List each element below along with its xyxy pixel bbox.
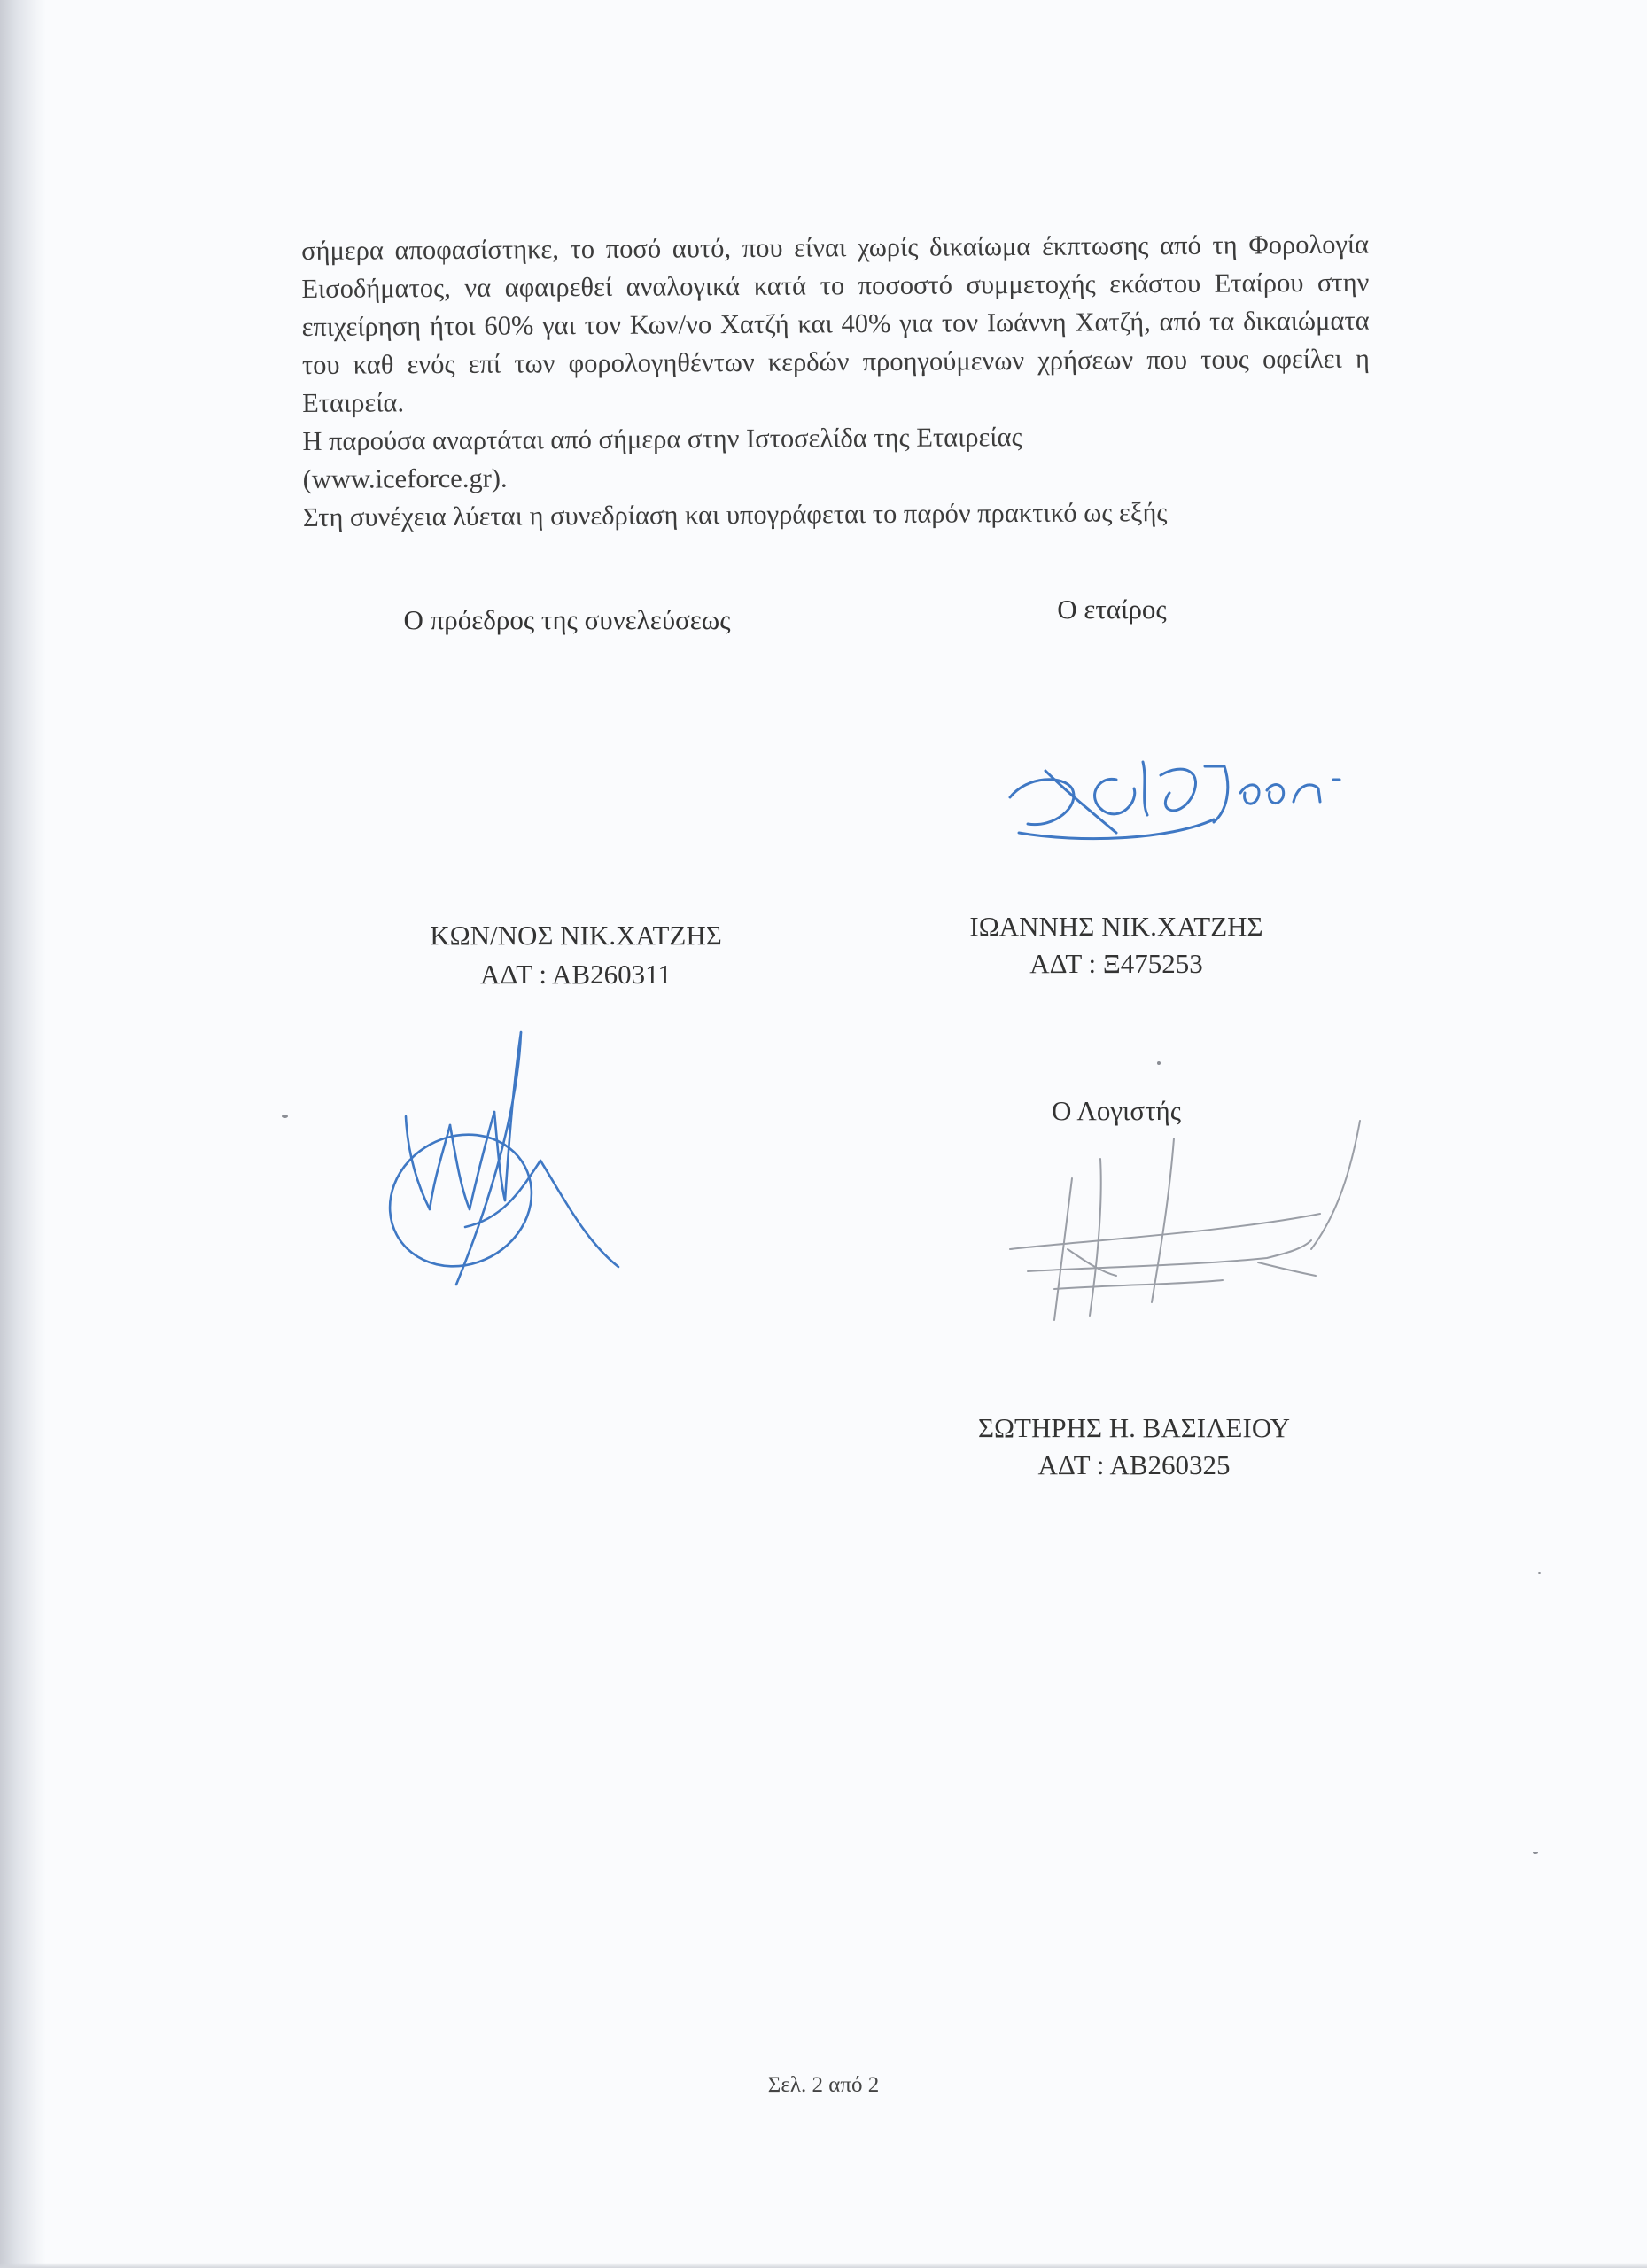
- partner-role: Ο εταίρος: [1057, 594, 1167, 625]
- posted-line-2: (www.iceforce.gr).: [302, 462, 508, 494]
- body-text: [301, 226, 1371, 537]
- partner-signature-icon: [992, 726, 1400, 859]
- scan-speck: [1157, 1061, 1161, 1065]
- chairman-role: Ο πρόεδρος της συνελεύσεως: [403, 604, 731, 635]
- closing-line: Στη συνέχεια λύεται η συνεδρίαση και υπογράφεται το παρόν πρακτικό ως εξής: [302, 497, 1168, 532]
- chairman-signature-icon: [381, 1028, 629, 1293]
- accountant-role: Ο Λογιστής: [1051, 1095, 1182, 1126]
- scan-speck: [1538, 1572, 1541, 1574]
- accountant-signature-icon: [1001, 1116, 1391, 1329]
- chairman-id: ΑΔΤ : ΑΒ260311: [480, 959, 672, 990]
- page-number: Σελ. 2 από 2: [767, 2073, 880, 2097]
- partner-name: ΙΩΑΝΝΗΣ ΝΙΚ.ΧΑΤΖΗΣ: [969, 911, 1263, 942]
- main-paragraph: σήμερα αποφασίστηκε, το ποσό αυτό, που είναι χωρίς δικαίωμα έκπτωσης από τη Φορολογία Εισοδήματος, να αφαιρεθεί αναλογικά κατά το ποσοστό συμμετοχής εκάστου Εταίρου στην επιχείρηση ήτοι 60% γαι τον Κων/νο Χατζή και 40% για τον Ιωάννη Χατζή, από τα δικαιώματα του καθ ενός επί των φορολογηθέντων κερδών προηγούμενων χρήσεων που τους οφείλει η Εταιρεία.: [301, 229, 1370, 418]
- partner-id: ΑΔΤ : Ξ475253: [1029, 948, 1203, 979]
- posted-line-1: Η παρούσα αναρτάται από σήμερα στην Ιστοσελίδα της Εταιρείας: [302, 422, 1022, 456]
- chairman-name: ΚΩΝ/ΝΟΣ ΝΙΚ.ΧΑΤΖΗΣ: [430, 920, 722, 951]
- accountant-id: ΑΔΤ : ΑΒ260325: [1037, 1449, 1231, 1480]
- scan-speck: [1533, 1852, 1538, 1854]
- scan-speck: [282, 1115, 288, 1118]
- accountant-name: ΣΩΤΗΡΗΣ Η. ΒΑΣΙΛΕΙΟΥ: [977, 1412, 1291, 1443]
